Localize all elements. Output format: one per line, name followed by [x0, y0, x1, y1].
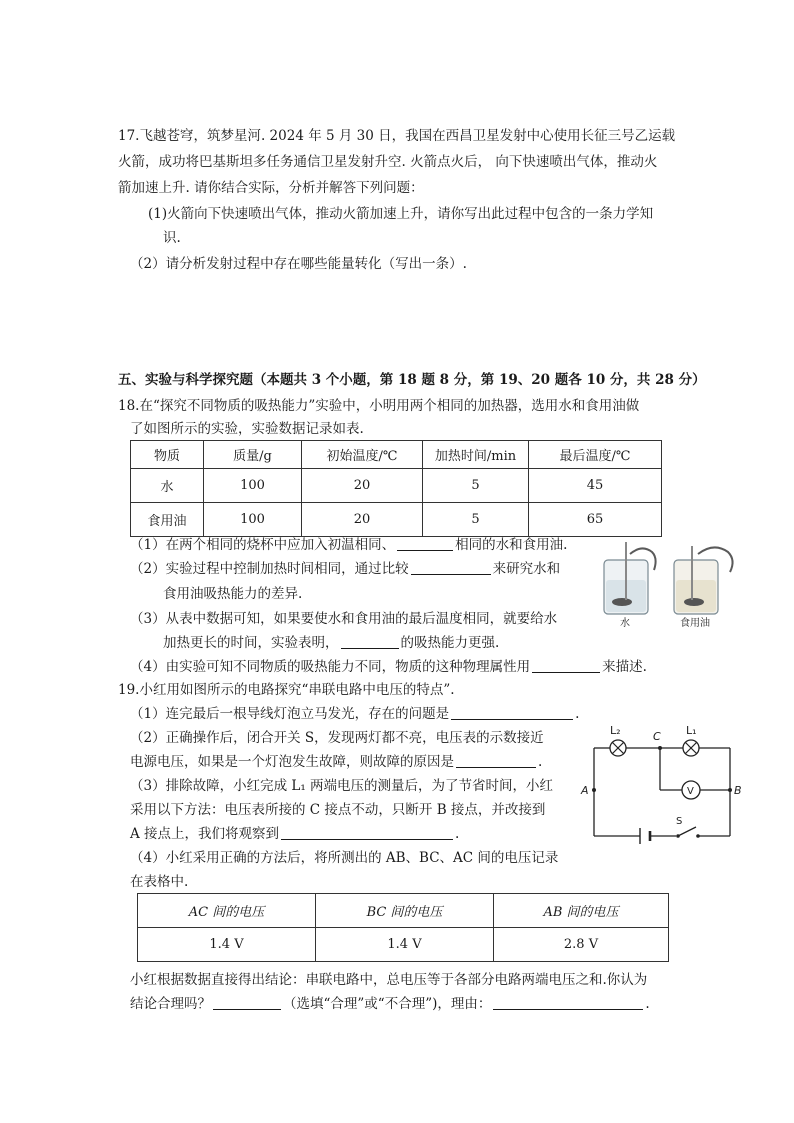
junction-b [728, 788, 732, 792]
q19-part4: （4）小红采用正确的方法后，将所测出的 AB、BC、AC 间的电压记录 [130, 850, 559, 866]
table-cell: 100 [204, 469, 302, 503]
q19-part1 [130, 704, 579, 724]
q17-part1: (1)火箭向下快速喷出气体，推动火箭加速上升，请你写出此过程中包含的一条力学知 [148, 206, 654, 222]
q19-part2-cont [130, 752, 542, 772]
lamp-l1-icon [683, 740, 699, 756]
battery-icon [640, 828, 650, 844]
heater-coil [684, 598, 704, 606]
q18-part4-text-end: 来描述. [602, 659, 647, 675]
heater-coil [612, 598, 632, 606]
q19-part2: （2）正确操作后，闭合开关 S，发现两灯都不亮，电压表的示数接近 [130, 730, 544, 746]
q18-part2 [130, 559, 560, 579]
q19-part3: （3）排除故障，小红完成 L₁ 两端电压的测量后，为了节省时间，小红 [130, 778, 554, 794]
label-v: V [687, 786, 694, 797]
label-l1: L₁ [686, 724, 697, 737]
q19-part3-cont: 采用以下方法：电压表所接的 C 接点不动，只断开 B 接点，并改接到 [130, 802, 546, 818]
q19-part2-text-end: . [538, 754, 543, 770]
q17-part1-cont: 识. [163, 230, 181, 246]
answer-blank[interactable] [397, 536, 453, 551]
table-cell: 1.4 V [316, 928, 494, 962]
q19-part1-text-end: . [575, 706, 580, 722]
table-cell: 65 [529, 503, 662, 537]
q18-data-table [130, 440, 662, 537]
circuit-diagram [580, 718, 750, 844]
water-label: 水 [620, 618, 630, 629]
answer-blank[interactable] [213, 995, 281, 1010]
q18-part3-cont [163, 633, 499, 653]
q18-line2: 了如图所示的实验，实验数据记录如表. [130, 421, 364, 437]
q19-conclusion: 小红根据数据直接得出结论：串联电路中，总电压等于各部分电路两端电压之和.你认为 [130, 972, 648, 988]
q19-conclusion-cont [130, 994, 650, 1014]
q18-part2-cont: 食用油吸热能力的差异. [163, 586, 303, 602]
section-title: 五、实验与科学探究题（本题共 3 个小题，第 18 题 8 分，第 19、20 题各 10 分，共 28 分） [118, 372, 706, 388]
answer-blank[interactable] [451, 705, 573, 720]
q17-line3: 箭加速上升. 请你结合实际，分析并解答下列问题： [118, 180, 424, 196]
answer-blank[interactable] [341, 634, 399, 649]
q18-part1 [130, 535, 567, 555]
table-header: 质量/g [204, 441, 302, 469]
q18-part4 [130, 657, 647, 677]
table-header: BC 间的电压 [316, 894, 494, 928]
q18-part2-text: （2）实验过程中控制加热时间相同，通过比较 [130, 561, 409, 577]
q18-part1-text-end: 相同的水和食用油. [455, 537, 568, 553]
junction-a [592, 788, 596, 792]
answer-blank[interactable] [456, 753, 536, 768]
oil-label: 食用油 [680, 618, 710, 629]
table-cell: 5 [423, 503, 529, 537]
beaker-illustration [596, 540, 746, 630]
table-cell: 20 [302, 469, 423, 503]
table-cell: 100 [204, 503, 302, 537]
q18-part1-text: （1）在两个相同的烧杯中应加入初温相同、 [130, 537, 396, 553]
table-header: AC 间的电压 [138, 894, 316, 928]
q18-part3-text: 加热更长的时间，实验表明， [163, 635, 339, 651]
table-header: 初始温度/℃ [302, 441, 423, 469]
q19-part2-text: 电源电压，如果是一个灯泡发生故障，则故障的原因是 [130, 754, 454, 770]
table-cell: 食用油 [131, 503, 204, 537]
q19-voltage-table [137, 893, 669, 962]
answer-blank[interactable] [281, 825, 453, 840]
q19-conclusion-text: 结论合理吗？ [130, 996, 211, 1012]
label-s: S [676, 816, 683, 827]
answer-blank[interactable] [532, 658, 600, 673]
label-a: A [581, 784, 589, 797]
table-header: 物质 [131, 441, 204, 469]
q17-line2: 火箭，成功将巴基斯坦多任务通信卫星发射升空. 火箭点火后， 向下快速喷出气体，推动火 [118, 154, 658, 170]
q19-conclusion-text-mid: （选填“合理”或“不合理”)，理由： [283, 996, 492, 1012]
table-header: 最后温度/℃ [529, 441, 662, 469]
q18-line1: 18.在“探究不同物质的吸热能力”实验中，小明用两个相同的加热器，选用水和食用油做 [118, 398, 640, 414]
table-header: 加热时间/min [423, 441, 529, 469]
q17-line1: 17.飞越苍穹，筑梦星河. 2024 年 5 月 30 日，我国在西昌卫星发射中心使用长征三号乙运载 [118, 128, 676, 144]
oil-liquid [676, 580, 716, 612]
q19-part3-text: A 接点上，我们将观察到 [130, 826, 280, 842]
answer-blank[interactable] [411, 560, 491, 575]
lamp-l2-icon [610, 740, 626, 756]
switch-icon [676, 827, 700, 838]
q18-part4-text: （4）由实验可知不同物质的吸热能力不同，物质的这种物理属性用 [130, 659, 531, 675]
q19-part1-text: （1）连完最后一根导线灯泡立马发光，存在的问题是 [130, 706, 450, 722]
q19-conclusion-text-end: . [645, 996, 650, 1012]
q17-part2: （2）请分析发射过程中存在哪些能量转化（写出一条）. [130, 256, 467, 272]
table-cell: 1.4 V [138, 928, 316, 962]
table-cell: 5 [423, 469, 529, 503]
q19-part4-cont: 在表格中. [130, 874, 189, 890]
q18-part3-text-end: 的吸热能力更强. [400, 635, 500, 651]
label-l2: L₂ [610, 724, 621, 737]
table-cell: 水 [131, 469, 204, 503]
table-cell: 45 [529, 469, 662, 503]
table-cell: 2.8 V [494, 928, 669, 962]
q18-part3: （3）从表中数据可知，如果要使水和食用油的最后温度相同，就要给水 [130, 611, 558, 627]
q19-line1: 19.小红用如图所示的电路探究“串联电路中电压的特点”. [118, 682, 455, 698]
q19-part3-text-end: . [455, 826, 460, 842]
answer-blank[interactable] [493, 995, 643, 1010]
table-header: AB 间的电压 [494, 894, 669, 928]
junction-c [658, 746, 662, 750]
label-c: C [653, 730, 661, 743]
table-cell: 20 [302, 503, 423, 537]
q18-part2-text-end: 来研究水和 [492, 561, 561, 577]
q19-part3-cont2 [130, 824, 459, 844]
label-b: B [734, 784, 742, 797]
